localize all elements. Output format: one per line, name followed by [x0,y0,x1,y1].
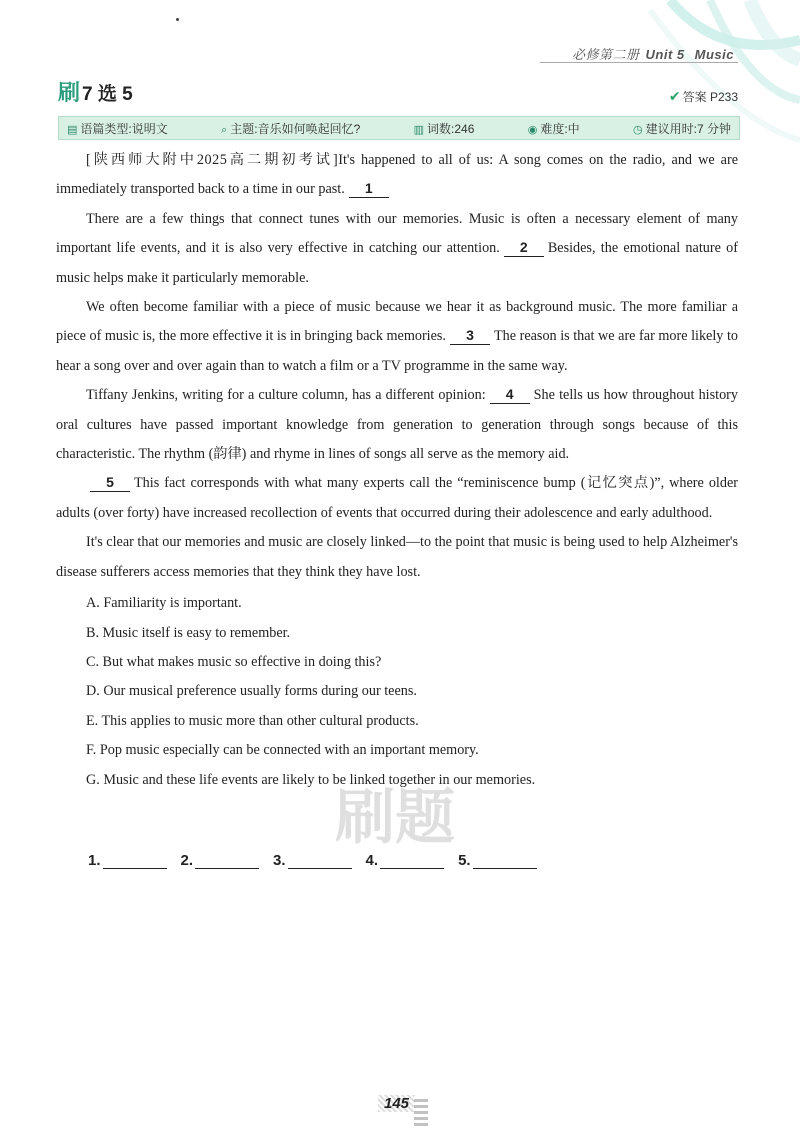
paragraph-4: Tiffany Jenkins, writing for a culture column, has a different opinion: 4 She tells us how throughout history oral cultures have passed important knowledge from generation to generation through songs because of this characteristic. The rhythm (韵律) and rhyme in lines of songs all serve as the memory aid. [56,386,739,463]
watermark: 刷题 [335,784,455,851]
paragraph-1: [陕西师大附中2025高二期初考试]It's happened to all of us: A song comes on the radio, and we are immediately transported back to a time in our past. 1 [56,152,738,198]
paragraph-6: It's clear that our memories and music are closely linked—to the point that music is being used to help Alzheimer's disease sufferers access memories that they think they have lost. [56,534,738,580]
book-icon: ▥ [413,123,425,136]
document-icon: ▤ [67,123,78,136]
option-c: C. But what makes music so effective in doing this? [86,653,382,670]
section-title [58,76,133,107]
paragraph-5: 5 This fact corresponds with what many experts call the “reminiscence bump (记忆突点)”, where older adults (over forty) have increased recollection of events that occurred during their adolescence and early adulthood. [56,474,738,521]
answer-reference [669,88,738,105]
section-mark: 刷 [58,80,81,105]
source-tag: [陕西师大附中2025高二期初考试] [86,152,339,168]
option-f: F. Pop music especially can be connected with an important memory. [86,742,479,759]
options-list [56,589,738,795]
header-rule [540,62,738,63]
running-head-book: 必修第二册 [572,47,640,62]
gauge-icon: ◉ [527,123,538,136]
answer-label: 答案 [682,90,707,104]
blank-3[interactable]: 3 [450,326,490,345]
answer-slot-2[interactable]: 2. [181,852,260,869]
running-head [572,44,734,63]
search-icon: ⌕ [221,123,228,136]
paragraph-2: There are a few things that connect tunes with our memories. Music is often a necessary element of many important life events, and it is also very effective in catching our attention. 2 Besides, the emotional nature of music helps make it particularly memorable. [56,210,738,286]
option-d: D. Our musical preference usually forms during our teens. [86,683,417,700]
option-e: E. This applies to music more than other cultural products. [86,712,419,729]
blank-4[interactable]: 4 [490,385,530,404]
blank-5[interactable]: 5 [90,473,130,492]
page-number: 145 [378,1095,415,1112]
info-theme: ⌕ 主题:音乐如何唤起回忆? [221,121,361,136]
section-title-text: 7 选 5 [82,84,133,105]
info-words: ▥ 词数:246 [413,121,475,136]
answer-line[interactable] [103,852,167,869]
clock-icon: ◷ [633,123,643,136]
check-icon: ✔ [668,88,681,104]
scan-dot [176,18,179,21]
passage [56,146,738,795]
paragraph-3: We often become familiar with a piece of music because we hear it as background music. The more familiar a piece of music is, the more effective it is in bringing back memories. 3 The reason is that we are far more likely to hear a song over and over again than to watch a film or a TV programme in the same way. [56,299,738,374]
answer-row [88,852,537,869]
running-head-subject: Music [694,47,734,62]
answer-line[interactable] [288,852,352,869]
blank-2[interactable]: 2 [504,238,544,257]
answer-slot-5[interactable]: 5. [458,852,537,869]
answer-line[interactable] [473,852,537,869]
blank-1[interactable]: 1 [349,179,389,198]
info-difficulty: ◉ 难度:中 [527,121,580,136]
option-g: G. Music and these life events are likely to be linked together in our memories. [86,771,536,788]
answer-slot-3[interactable]: 3. [273,852,352,869]
info-type: ▤ 语篇类型:说明文 [67,121,168,136]
info-time: ◷ 建议用时:7 分钟 [633,121,731,136]
answer-slot-4[interactable]: 4. [366,852,445,869]
answer-line[interactable] [195,852,259,869]
answer-slot-1[interactable]: 1. [88,852,167,869]
option-a: A. Familiarity is important. [86,595,242,612]
answer-line[interactable] [380,852,444,869]
option-b: B. Music itself is easy to remember. [86,624,291,641]
info-bar [58,116,740,140]
running-head-unit: Unit 5 [645,47,685,62]
answer-page: P233 [709,90,738,104]
page-number-pattern [414,1096,428,1126]
